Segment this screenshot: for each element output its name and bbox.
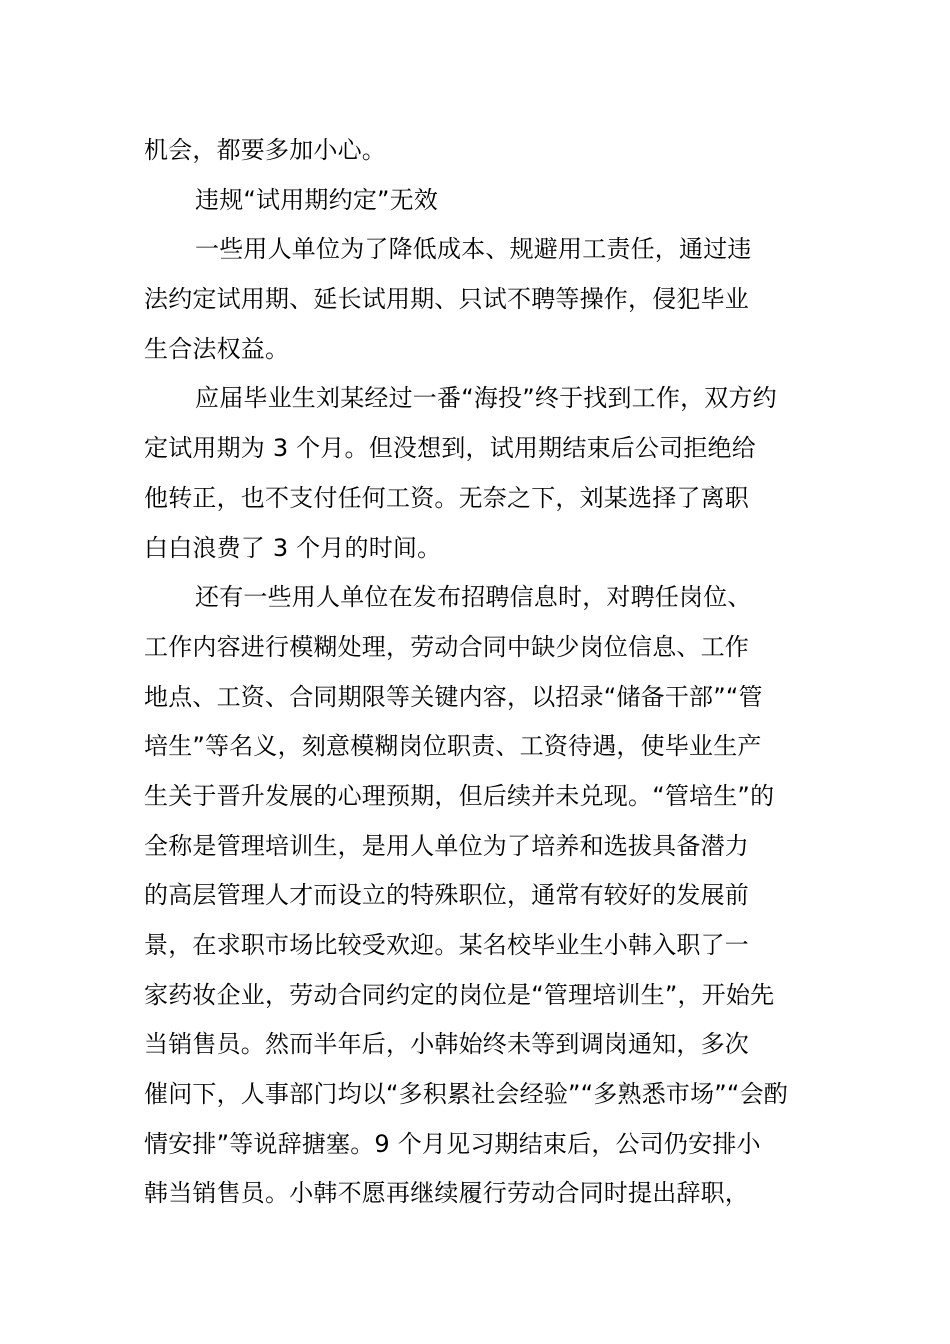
paragraph-line: 工作内容进行模糊处理，劳动合同中缺少岗位信息、工作 [144, 632, 749, 661]
paragraph-line: 地点、工资、合同期限等关键内容，以招录“储备干部”“管 [144, 682, 763, 711]
paragraph-line: 生合法权益。 [144, 334, 290, 363]
paragraph-line: 情安排”等说辞搪塞。9 个月见习期结束后，公司仍安排小 [144, 1129, 761, 1158]
section-heading: 违规“试用期约定”无效 [195, 185, 439, 214]
paragraph-line: 定试用期为 3 个月。但没想到，试用期结束后公司拒绝给 [144, 434, 756, 463]
paragraph-line: 培生”等名义，刻意模糊岗位职责、工资待遇，使毕业生产 [144, 732, 762, 761]
paragraph-line: 白白浪费了 3 个月的时间。 [144, 533, 442, 562]
paragraph-line: 法约定试用期、延长试用期、只试不聘等操作，侵犯毕业 [144, 285, 749, 314]
paragraph-line: 景，在求职市场比较受欢迎。某名校毕业生小韩入职了一 [144, 931, 749, 959]
paragraph-line: 生关于晋升发展的心理预期，但后续并未兑现。“管培生”的 [144, 781, 775, 810]
paragraph-line: 催问下，人事部门均以“多积累社会经验”“多熟悉市场”“会酌 [144, 1080, 788, 1109]
document-body [144, 126, 810, 1219]
paragraph-line: 一些用人单位为了降低成本、规避用工责任，通过违 [195, 235, 752, 264]
paragraph-line: 家药妆企业，劳动合同约定的岗位是“管理培训生”，开始先 [144, 980, 775, 1009]
paragraph-line: 还有一些用人单位在发布招聘信息时，对聘任岗位、 [195, 583, 752, 612]
paragraph-line: 机会，都要多加小心。 [144, 136, 386, 164]
paragraph-line: 应届毕业生刘某经过一番“海投”终于找到工作，双方约 [195, 384, 777, 413]
paragraph-line: 的高层管理人才而设立的特殊职位，通常有较好的发展前 [144, 881, 749, 910]
paragraph-line: 全称是管理培训生，是用人单位为了培养和选拔具备潜力 [144, 831, 749, 860]
paragraph-line: 当销售员。然而半年后，小韩始终未等到调岗通知，多次 [144, 1030, 749, 1059]
paragraph-line: 他转正，也不支付任何工资。无奈之下，刘某选择了离职 [144, 483, 749, 512]
paragraph-line: 韩当销售员。小韩不愿再继续履行劳动合同时提出辞职， [144, 1179, 749, 1208]
